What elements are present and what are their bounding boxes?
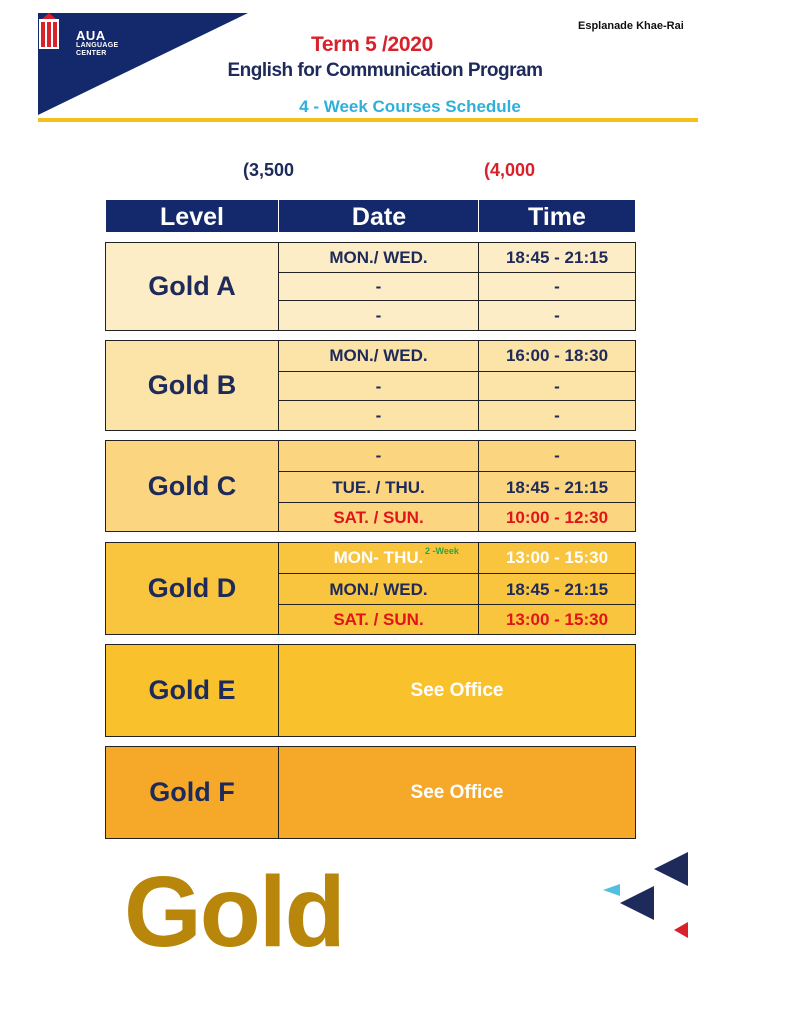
day-cell: MON./ WED. — [279, 341, 479, 371]
time-cell: 18:45 - 21:15 — [505, 477, 609, 497]
schedule-row — [279, 371, 635, 401]
schedule-subtitle: 4 - Week Courses Schedule — [299, 97, 521, 116]
time-cell: - — [554, 376, 560, 396]
level-block-gold-f — [105, 746, 636, 839]
weekday-price: (3,500 — [243, 160, 295, 180]
schedule-row — [279, 604, 635, 635]
time-cell: - — [554, 277, 560, 296]
schedule-row — [279, 573, 635, 605]
schedule-row — [279, 341, 635, 371]
time-cell: 18:45 - 21:15 — [505, 247, 609, 267]
day-cell: - — [279, 301, 479, 331]
gold-divider — [38, 118, 698, 122]
program-title: English for Communication Program — [227, 60, 543, 81]
level-name: Gold E — [106, 645, 279, 736]
level-name: Gold C — [106, 441, 279, 531]
schedule-row — [279, 471, 635, 503]
schedule-row — [279, 543, 635, 573]
day-cell: - — [279, 372, 479, 401]
time-cell: - — [554, 406, 560, 425]
day-cell: TUE. / THU. — [279, 472, 479, 503]
schedule-table-header — [105, 199, 636, 233]
header-time: Time — [478, 199, 636, 233]
level-name: Gold A — [106, 243, 279, 330]
header-date: Date — [278, 199, 480, 233]
see-office-text: See Office — [410, 781, 504, 803]
decorative-triangles-icon — [598, 848, 693, 943]
crest-icon — [38, 13, 60, 51]
term-title: Term 5 /2020 — [310, 33, 434, 56]
schedule-row — [279, 300, 635, 331]
schedule-row — [279, 272, 635, 301]
day-text: MON- THU. — [333, 548, 424, 567]
schedule-row — [279, 243, 635, 272]
schedule-row — [279, 441, 635, 471]
brand-sub2: CENTER — [76, 50, 107, 57]
level-block-gold-b — [105, 340, 636, 431]
time-cell: - — [554, 446, 560, 465]
day-cell: SAT. / SUN. — [279, 503, 479, 532]
weekend-price: (4,000 — [484, 160, 536, 180]
time-cell: 18:45 - 21:15 — [505, 579, 609, 599]
time-cell: 13:00 - 15:30 — [505, 610, 609, 629]
level-name: Gold B — [106, 341, 279, 430]
brand-sub1: LANGUAGE — [76, 42, 119, 49]
time-cell: 16:00 - 18:30 — [505, 346, 609, 365]
see-office-text: See Office — [410, 679, 504, 701]
level-block-gold-e — [105, 644, 636, 737]
day-cell: - — [279, 441, 479, 471]
level-block-gold-c — [105, 440, 636, 532]
schedule-row — [279, 502, 635, 532]
schedule-row — [279, 400, 635, 431]
level-block-gold-a — [105, 242, 636, 331]
day-cell: SAT. / SUN. — [279, 605, 479, 635]
day-cell: MON./ WED. — [279, 243, 479, 272]
time-cell: 10:00 - 12:30 — [505, 507, 609, 527]
day-cell — [279, 543, 479, 573]
header-level: Level — [105, 199, 279, 233]
level-block-gold-d — [105, 542, 636, 635]
branch-name: Esplanade Khae-Rai — [578, 20, 684, 32]
time-cell: 13:00 - 15:30 — [505, 548, 609, 567]
level-name: Gold D — [106, 543, 279, 634]
day-cell: - — [279, 401, 479, 431]
two-week-note: 2 -Week — [425, 546, 459, 556]
brand-name: AUA — [76, 28, 106, 43]
brand-logo — [76, 30, 118, 58]
day-cell: MON./ WED. — [279, 574, 479, 605]
gold-footer-title: Gold — [124, 856, 344, 968]
day-cell: - — [279, 273, 479, 301]
time-cell: - — [554, 306, 560, 325]
level-name: Gold F — [106, 747, 279, 838]
